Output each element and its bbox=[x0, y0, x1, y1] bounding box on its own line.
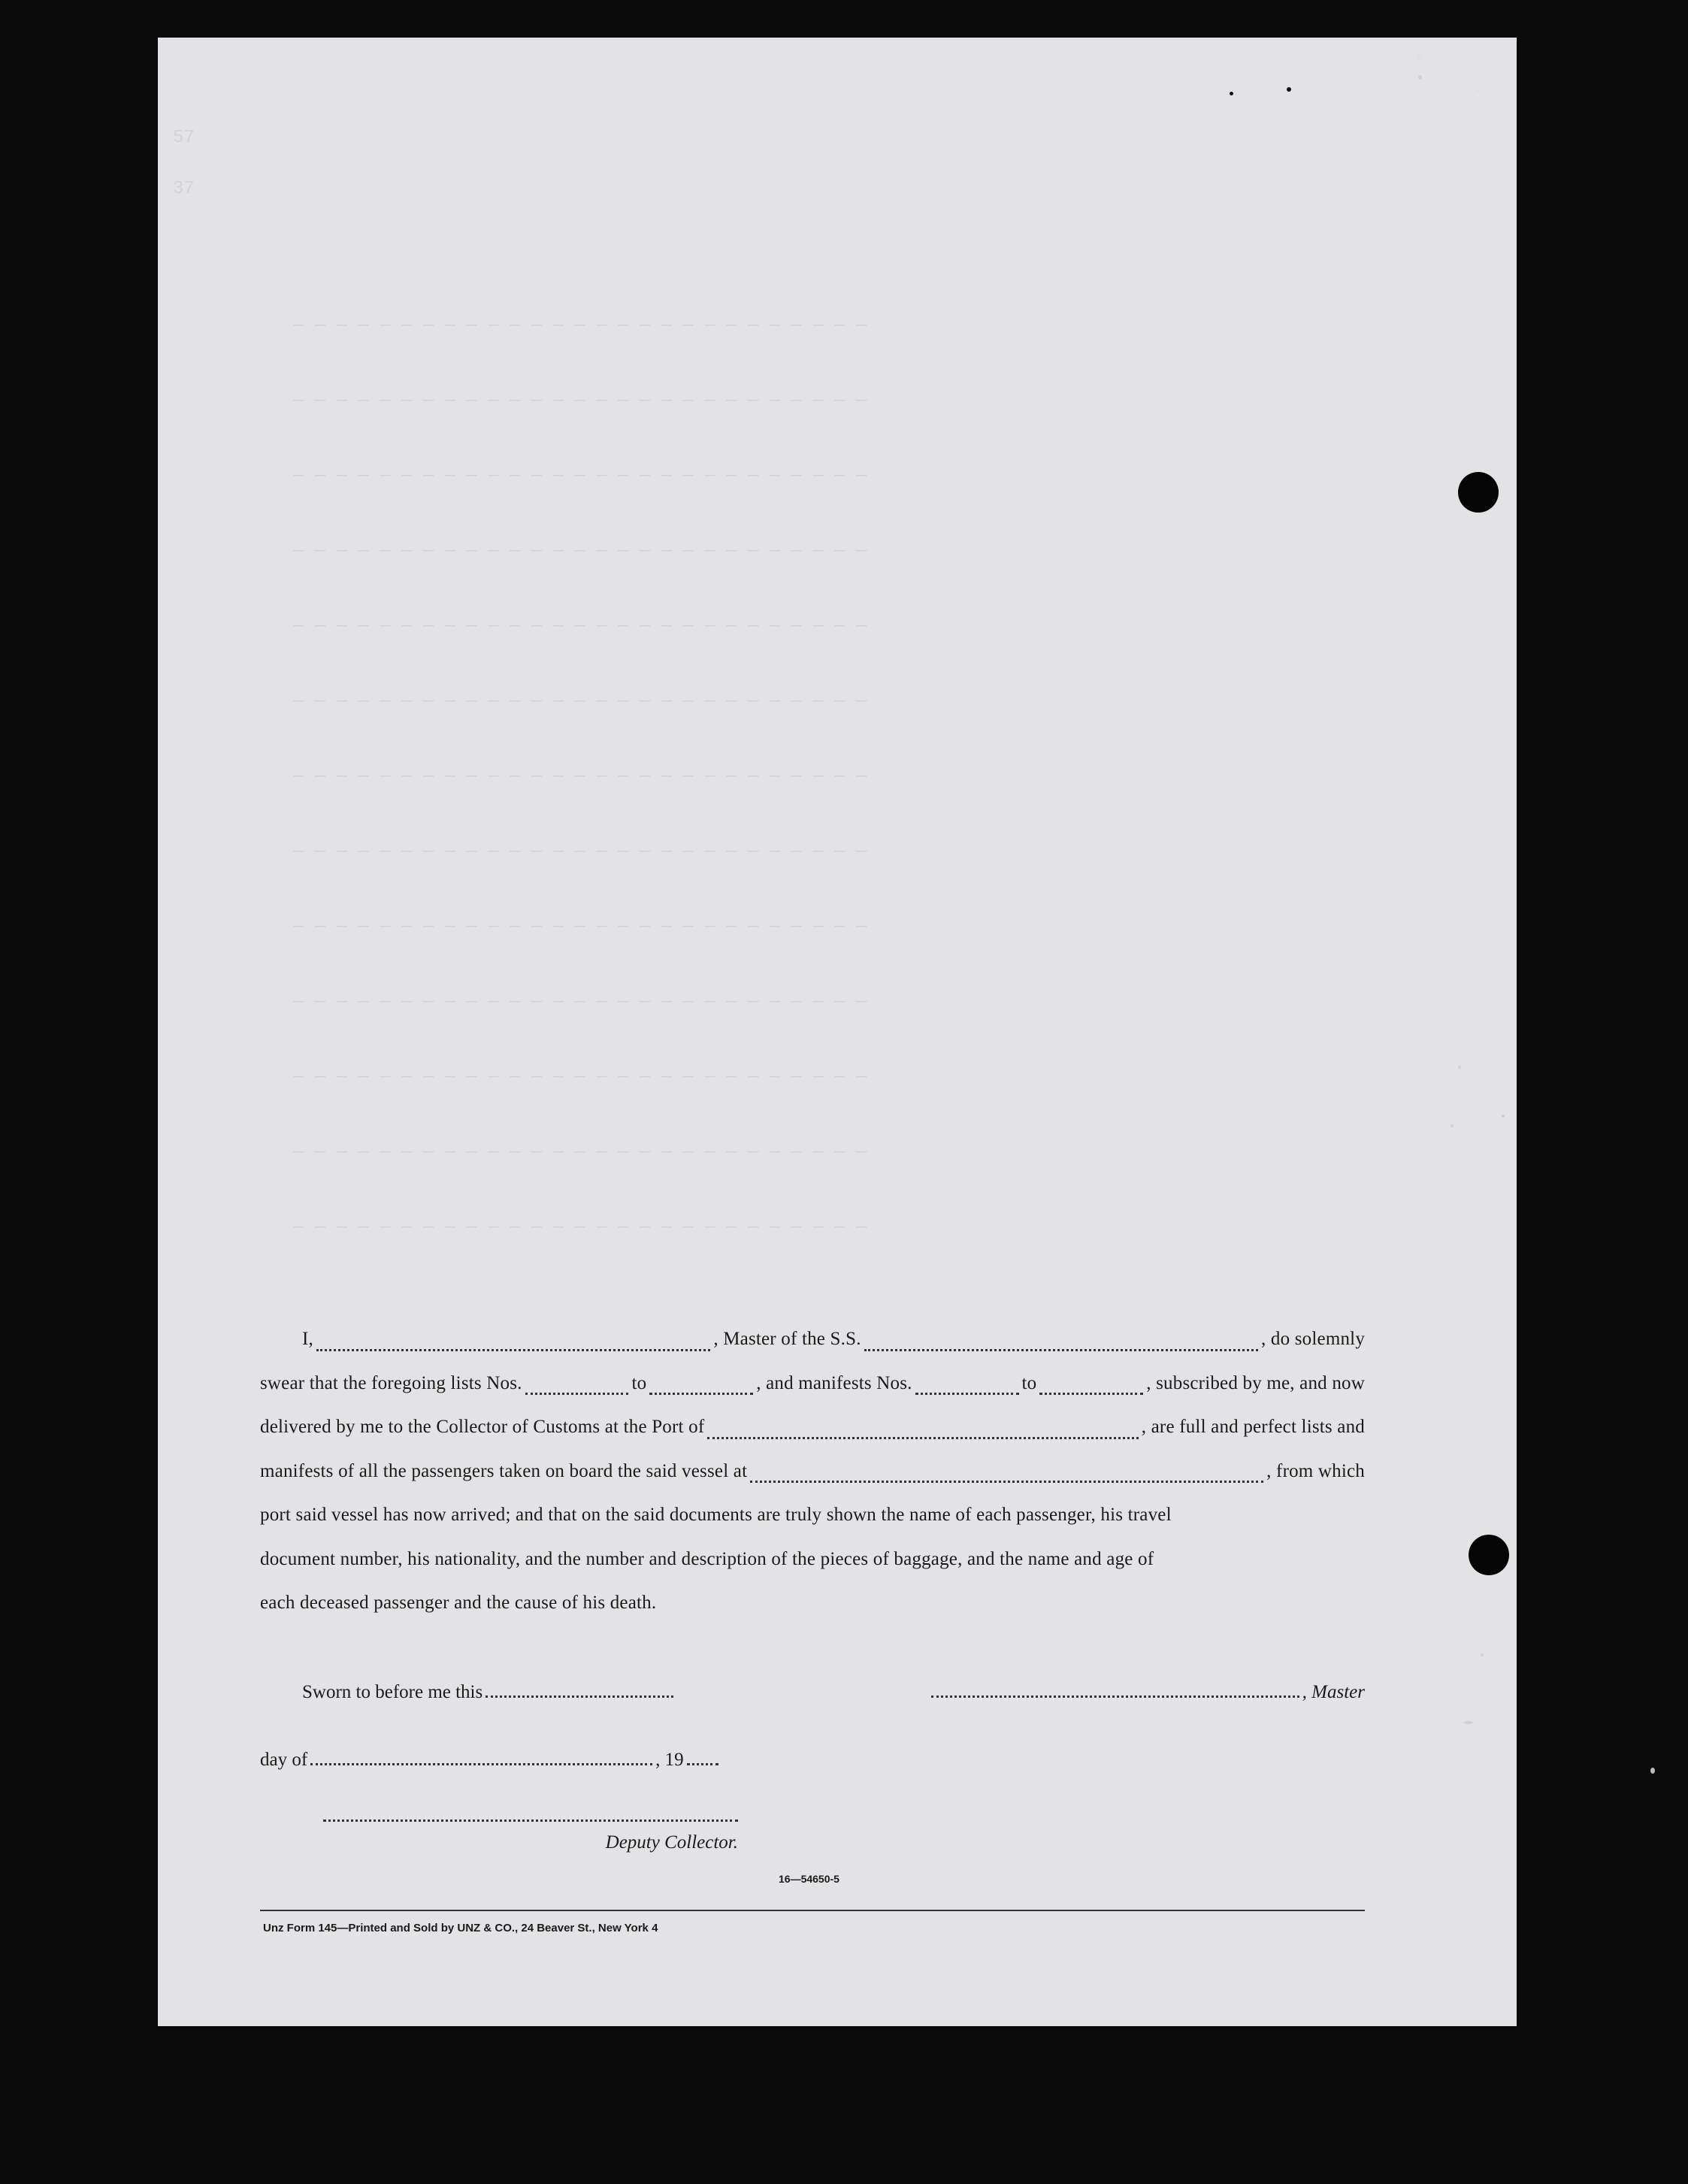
oath-text: swear that the foregoing lists Nos. bbox=[260, 1372, 522, 1393]
oath-text: each deceased passenger and the cause of his death. bbox=[260, 1593, 657, 1613]
footer-rule bbox=[260, 1910, 1365, 1911]
oath-text: delivered by me to the Collector of Customs at the Port of bbox=[260, 1417, 705, 1437]
printer-imprint: Unz Form 145—Printed and Sold by UNZ & CO., 24 Beaver St., New York 4 bbox=[263, 1922, 658, 1934]
oath-text: port said vessel has now arrived; and that on the said documents are truly shown the name of each passenger, his travel bbox=[260, 1505, 1172, 1525]
blank-manifest-to bbox=[1039, 1362, 1143, 1396]
sworn-row bbox=[260, 1682, 1365, 1703]
blank-list-to bbox=[649, 1362, 753, 1396]
oath-text: , and manifests Nos. bbox=[756, 1372, 912, 1393]
dust-speck bbox=[1502, 1115, 1505, 1118]
bleed-through: 57 37 — — — — — — — — — — — — — — — — — — — — — — — — — — — — — — — — — — — — — — — — — — — — — — — — — — — — — — — — — — — — — — — — — — — — — — — — — — — — — — — — — — — — — — — — — — — — — — — — — — — — — — — — — — — — — — — — — — — — — — — — — — — — — — — — — — — — — — — — — — — — — — — — — — — — — — — — — — — — — — — — — — — — — — — — — — — — — — — — — — — — — — — — — — — — — — — — — — — — — — — — — — — — — — — — — — — — — — — — — — — — — — — — — — — — — — — — — — — — — — — — — — — — — — — — — — — — — — — — — — — — — — — — — — — — — — — — — — — — — — — — — — — — — — — — — — — — — — — — — — — — — — — — — — — — — — — — — — — — — — — — — — — — — — — — — — — — — — — — — — — — — — — — — — — — — — — bbox=[173, 128, 867, 1238]
dust-speck bbox=[1287, 87, 1291, 92]
year-label: , 19 bbox=[655, 1750, 684, 1770]
dust-speck bbox=[1451, 1124, 1454, 1127]
form-number: 16—54650-5 bbox=[779, 1873, 839, 1885]
oath-line-4 bbox=[260, 1450, 1365, 1494]
blank-master-signature bbox=[931, 1695, 1299, 1698]
blank-year bbox=[687, 1762, 718, 1765]
oath-text: I, bbox=[302, 1329, 313, 1349]
oath-text: , do solemnly bbox=[1261, 1329, 1366, 1349]
oath-line-2 bbox=[260, 1362, 1365, 1406]
blank-port bbox=[707, 1405, 1138, 1439]
dust-speck bbox=[1458, 1066, 1461, 1069]
oath-line-1 bbox=[260, 1317, 1365, 1362]
day-row bbox=[260, 1750, 718, 1771]
oath-text: to bbox=[631, 1372, 647, 1393]
blank-list-from bbox=[525, 1362, 629, 1396]
blank-sworn-date bbox=[486, 1695, 673, 1698]
deputy-collector-label: Deputy Collector. bbox=[605, 1832, 738, 1853]
oath-line-5 bbox=[260, 1493, 1365, 1538]
blank-embarkation-port bbox=[750, 1450, 1263, 1484]
blank-manifest-from bbox=[915, 1362, 1019, 1396]
oath-text: , from which bbox=[1266, 1460, 1365, 1481]
sworn-label: Sworn to before me this bbox=[302, 1682, 483, 1702]
dust-speck bbox=[1481, 1653, 1484, 1656]
oath-paragraph bbox=[260, 1317, 1365, 1626]
dust-speck bbox=[1464, 1721, 1473, 1724]
blank-ship-name bbox=[864, 1317, 1258, 1351]
dust-speck bbox=[1230, 92, 1233, 95]
document-page bbox=[158, 38, 1517, 2026]
blank-master-name bbox=[316, 1317, 710, 1351]
oath-line-3 bbox=[260, 1405, 1365, 1450]
oath-text: , Master of the S.S. bbox=[713, 1329, 861, 1349]
deputy-collector-block bbox=[323, 1819, 738, 1853]
oath-text: manifests of all the passengers taken on board the said vessel at bbox=[260, 1460, 748, 1481]
oath-text: , subscribed by me, and now bbox=[1146, 1372, 1365, 1393]
blank-collector-signature bbox=[323, 1819, 738, 1822]
oath-text: document number, his nationality, and the number and description of the pieces of baggage, and the name and age of bbox=[260, 1548, 1154, 1569]
punch-hole bbox=[1458, 472, 1499, 513]
dust-speck bbox=[1418, 75, 1422, 80]
oath-text: to bbox=[1021, 1372, 1037, 1393]
dust-speck bbox=[1650, 1768, 1655, 1774]
day-of-label: day of bbox=[260, 1750, 308, 1770]
dust-speck bbox=[1417, 53, 1422, 59]
dust-speck bbox=[1476, 89, 1481, 92]
master-label: , Master bbox=[1302, 1682, 1365, 1702]
oath-line-6 bbox=[260, 1538, 1365, 1582]
oath-text: , are full and perfect lists and bbox=[1141, 1417, 1365, 1437]
blank-day bbox=[310, 1762, 652, 1765]
oath-line-7 bbox=[260, 1581, 1365, 1626]
punch-hole bbox=[1469, 1535, 1509, 1575]
